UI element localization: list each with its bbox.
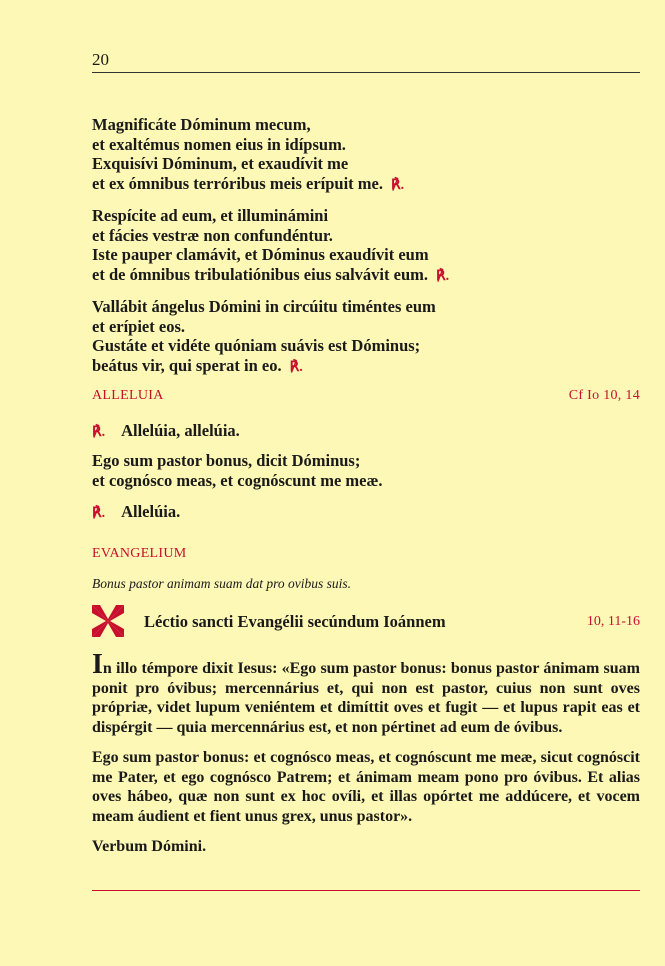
psalm-line: et erípiet eos. bbox=[92, 316, 185, 336]
response-symbol: ℟. bbox=[436, 268, 450, 284]
gospel-paragraph-2: Ego sum pastor bonus: et cognósco meas, et cognóscunt me meæ, sicut cognóscit me Pater, et ego cognósco Patrem; et ánimam meam pono pro óvibus. Et alias oves hábeo, quæ non sunt ex hoc ovíli, et illas opórtet me addúcere, et vocem meam áudient et fient unus grex, unus pastor». bbox=[92, 749, 640, 825]
page-number: 20 bbox=[92, 50, 109, 69]
psalm-line: Iste pauper clamávit, et Dóminus exaudívit eum bbox=[92, 245, 429, 264]
psalm-line-text: et de ómnibus tribulatiónibus eius salvávit eum. bbox=[92, 264, 429, 284]
psalm-stanza-1 bbox=[92, 115, 640, 195]
alleluia-response-text: Allelúia. bbox=[121, 502, 181, 521]
response-symbol: ℟. bbox=[92, 506, 106, 521]
alleluia-response-line bbox=[92, 421, 640, 443]
alleluia-response-text: Allelúia, allelúia. bbox=[121, 421, 240, 440]
drop-cap: I bbox=[92, 649, 103, 680]
psalm-line bbox=[92, 174, 640, 196]
alleluia-response-1 bbox=[92, 421, 640, 443]
evangelium-heading: EVANGELIUM bbox=[92, 546, 187, 561]
psalm-text bbox=[92, 115, 640, 388]
psalm-stanza-2 bbox=[92, 206, 640, 286]
alleluia-heading-row bbox=[92, 388, 640, 404]
lectio-reference: 10, 11-16 bbox=[586, 614, 640, 629]
evangelium-subtitle: Bonus pastor animam suam dat pro ovibus suis. bbox=[92, 576, 352, 591]
gospel-closing: Verbum Dómini. bbox=[92, 838, 207, 855]
response-symbol: ℟. bbox=[391, 177, 405, 193]
psalm-stanza-3 bbox=[92, 297, 640, 377]
gospel-paragraph-1-text: n illo témpore dixit Iesus: «Ego sum pastor bonus: bonus pastor ánimam suam ponit pro óvibus; mercennárius et, qui non est pastor, cuius non sunt oves própriæ, videt lupum veniéntem et dimíttit oves et fugit — et lupus rapit eas et dispérgit — quia mercennárius est, et non pértinet ad eum de óvibus. bbox=[92, 660, 640, 736]
psalm-line: Magnificáte Dóminum mecum, bbox=[92, 115, 311, 134]
gospel-paragraph-1 bbox=[92, 649, 640, 737]
alleluia-verse-line: et cognósco meas, et cognóscunt me meæ. bbox=[92, 470, 383, 490]
response-symbol: ℟. bbox=[92, 425, 106, 440]
psalm-line: et fácies vestræ non confundéntur. bbox=[92, 225, 333, 245]
alleluia-verse bbox=[92, 451, 640, 490]
alleluia-heading: ALLELUIA bbox=[92, 388, 164, 403]
top-rule bbox=[92, 72, 640, 73]
maltese-cross-icon bbox=[92, 605, 124, 637]
evangelium-heading-row bbox=[92, 546, 640, 562]
psalm-line: Respícite ad eum, et illuminámini bbox=[92, 206, 329, 225]
alleluia-response-line bbox=[92, 502, 640, 524]
psalm-line: Vallábit ángelus Dómini in circúitu timéntes eum bbox=[92, 297, 436, 316]
bottom-rule bbox=[92, 890, 640, 891]
gospel-text bbox=[92, 649, 640, 868]
psalm-line: Gustáte et vidéte quóniam suávis est Dóminus; bbox=[92, 336, 421, 355]
psalm-line: Exquisívi Dóminum, et exaudívit me bbox=[92, 154, 349, 173]
psalm-line bbox=[92, 356, 640, 378]
alleluia-reference: Cf Io 10, 14 bbox=[568, 388, 640, 403]
alleluia-verse-line: Ego sum pastor bonus, dicit Dóminus; bbox=[92, 451, 361, 470]
response-symbol: ℟. bbox=[289, 359, 303, 375]
lectio-title: Léctio sancti Evangélii secúndum Ioánnem bbox=[144, 612, 446, 631]
psalm-line-text: beátus vir, qui sperat in eo. bbox=[92, 355, 282, 375]
psalm-line-text: et ex ómnibus terróribus meis erípuit me. bbox=[92, 173, 383, 193]
alleluia-response-2 bbox=[92, 502, 640, 524]
psalm-line: et exaltémus nomen eius in idípsum. bbox=[92, 134, 346, 154]
psalm-line bbox=[92, 265, 640, 287]
